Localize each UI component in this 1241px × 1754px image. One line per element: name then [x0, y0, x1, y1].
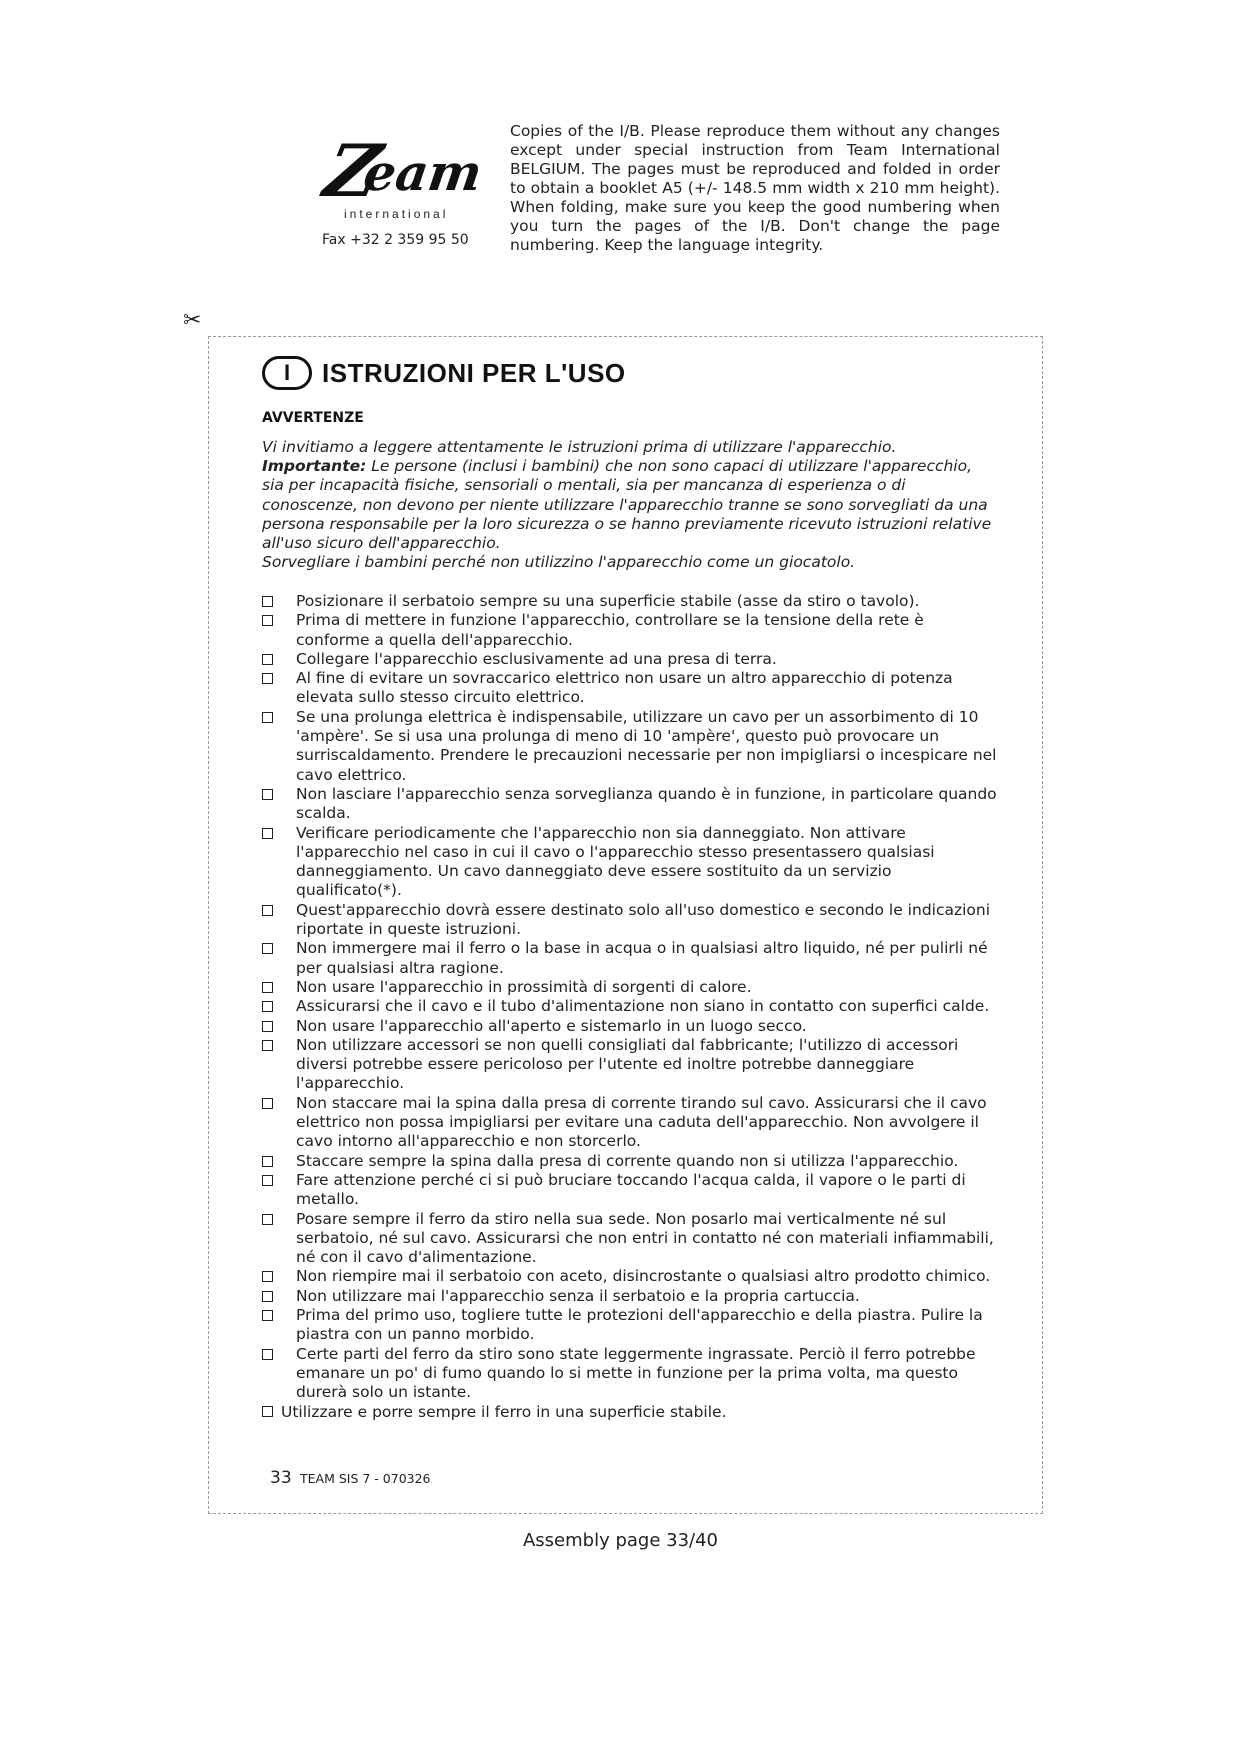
page-title-row: [262, 356, 626, 390]
list-item: Non utilizzare mai l'apparecchio senza il serbatoio e la propria cartuccia.: [262, 1287, 1002, 1306]
checkbox-icon: [262, 1291, 273, 1302]
checkbox-icon: [262, 596, 273, 607]
list-item: Fare attenzione perché ci si può bruciare toccando l'acqua calda, il vapore o le parti di metallo.: [262, 1171, 1002, 1210]
list-item: Non immergere mai il ferro o la base in acqua o in qualsiasi altro liquido, né per pulirli né per qualsiasi altra ragione.: [262, 939, 1002, 978]
checkbox-icon: [262, 1271, 273, 1282]
list-item: Non utilizzare accessori se non quelli consigliati dal fabbricante; l'utilizzo di accessori diversi potrebbe essere pericoloso per l'utente ed inoltre potrebbe danneggiare l'apparecchio.: [262, 1036, 1002, 1094]
list-item: Verificare periodicamente che l'apparecchio non sia danneggiato. Non attivare l'apparecchio nel caso in cui il cavo o l'apparecchio stesso presentassero qualsiasi danneggiamento. Un cavo danneggiato deve essere sostituito da un servizio qualificato(*).: [262, 824, 1002, 901]
intro-important: [262, 457, 992, 553]
checkbox-icon: [262, 905, 273, 916]
checkbox-icon: [262, 982, 273, 993]
list-item: Non riempire mai il serbatoio con aceto, disincrostante o qualsiasi altro prodotto chimico.: [262, 1267, 1002, 1286]
checkbox-icon: [262, 1040, 273, 1051]
checkbox-icon: [262, 1098, 273, 1109]
checkbox-icon: [262, 673, 273, 684]
list-item: Quest'apparecchio dovrà essere destinato solo all'uso domestico e secondo le indicazioni riportate in queste istruzioni.: [262, 901, 1002, 940]
team-international-logo: [317, 118, 486, 228]
list-item: Certe parti del ferro da stiro sono state leggermente ingrassate. Perciò il ferro potrebbe emanare un po' di fumo quando lo si mette in funzione per la prima volta, ma questo durerà solo un istante.: [262, 1345, 1002, 1403]
intro-line-1: Vi invitiamo a leggere attentamente le istruzioni prima di utilizzare l'apparecchio.: [262, 438, 897, 456]
checkbox-icon: [262, 943, 273, 954]
list-item: Collegare l'apparecchio esclusivamente ad una presa di terra.: [262, 650, 1002, 669]
list-item: Se una prolunga elettrica è indispensabile, utilizzare un cavo per un assorbimento di 10 'ampère'. Se si usa una prolunga di meno di 10 'ampère', questo può provocare un surriscaldamento. Prendere le precauzioni necessarie per non impigliarsi o incespicare nel cavo elettrico.: [262, 708, 1002, 785]
checkbox-icon: [262, 1214, 273, 1225]
checkbox-icon: [262, 1406, 273, 1417]
reproduction-instructions: Copies of the I/B. Please reproduce them without any changes except under special instruction from Team International BELGIUM. The pages must be reproduced and folded in order to obtain a booklet A5 (+/- 148.5 mm width x 210 mm height). When folding, make sure you keep the good numbering when you turn the pages of the I/B. Don't change the page numbering. Keep the language integrity.: [510, 122, 1000, 254]
checkbox-icon: [262, 1349, 273, 1360]
svg-text:international: international: [344, 207, 449, 221]
list-item: Al fine di evitare un sovraccarico elettrico non usare un altro apparecchio di potenza elevata sullo stesso circuito elettrico.: [262, 669, 1002, 708]
list-item: Non staccare mai la spina dalla presa di corrente tirando sul cavo. Assicurarsi che il cavo elettrico non possa impigliarsi per evitare una caduta dell'apparecchio. Non avvolgere il cavo intorno all'apparecchio e non storcerlo.: [262, 1094, 1002, 1152]
checkbox-icon: [262, 828, 273, 839]
page-title: ISTRUZIONI PER L'USO: [322, 357, 626, 388]
list-item: Prima del primo uso, togliere tutte le protezioni dell'apparecchio e della piastra. Pulire la piastra con un panno morbido.: [262, 1306, 1002, 1345]
svg-text:Z: Z: [317, 129, 389, 214]
important-text: Le persone (inclusi i bambini) che non sono capaci di utilizzare l'apparecchio, sia per incapacità fisiche, sensoriali o mentali, sia per mancanza di esperienza o di conoscenze, non devono per niente utilizzare l'apparecchio tranne se sono sorvegliati da una persona responsabile per la loro sicurezza o se hanno previamente ricevuto istruzioni relative all'uso sicuro dell'apparecchio.: [262, 457, 992, 553]
section-heading: AVVERTENZE: [262, 410, 364, 426]
language-badge: I: [262, 356, 312, 390]
scissors-icon: ✂: [183, 308, 202, 333]
list-item: Posizionare il serbatoio sempre su una superficie stabile (asse da stiro o tavolo).: [262, 592, 1002, 611]
svg-text:eam: eam: [360, 143, 486, 202]
checkbox-icon: [262, 1175, 273, 1186]
list-item-last: Utilizzare e porre sempre il ferro in una superficie stabile.: [262, 1403, 727, 1421]
checkbox-icon: [262, 789, 273, 800]
assembly-page-label: Assembly page 33/40: [522, 1530, 719, 1551]
checkbox-icon: [262, 654, 273, 665]
checkbox-icon: [262, 1021, 273, 1032]
model-reference: TEAM SIS 7 - 070326: [300, 1471, 431, 1486]
intro-line-3: Sorvegliare i bambini perché non utilizzino l'apparecchio come un giocatolo.: [262, 553, 856, 572]
list-item: Non usare l'apparecchio all'aperto e sistemarlo in un luogo secco.: [262, 1017, 1002, 1036]
page-number: 33: [270, 1468, 292, 1488]
important-label: Importante:: [262, 457, 367, 476]
fax-number: Fax +32 2 359 95 50: [322, 232, 469, 248]
list-item: Posare sempre il ferro da stiro nella sua sede. Non posarlo mai verticalmente né sul serbatoio, né sul cavo. Assicurarsi che non entri in contatto né con materiali infiammabili, né con il cavo d'alimentazione.: [262, 1210, 1002, 1268]
checkbox-icon: [262, 1001, 273, 1012]
checkbox-icon: [262, 615, 273, 626]
list-item: Non lasciare l'apparecchio senza sorveglianza quando è in funzione, in particolare quando scalda.: [262, 785, 1002, 824]
checkbox-icon: [262, 1310, 273, 1321]
checkbox-icon: [262, 712, 273, 723]
list-item: Non usare l'apparecchio in prossimità di sorgenti di calore.: [262, 978, 1002, 997]
checkbox-icon: [262, 1156, 273, 1167]
list-item: Assicurarsi che il cavo e il tubo d'alimentazione non siano in contatto con superfici calde.: [262, 997, 1002, 1016]
list-item: Prima di mettere in funzione l'apparecchio, controllare se la tensione della rete è conforme a quella dell'apparecchio.: [262, 611, 1002, 650]
list-item: Staccare sempre la spina dalla presa di corrente quando non si utilizza l'apparecchio.: [262, 1152, 1002, 1171]
intro-text: [262, 438, 992, 572]
warnings-list: [262, 592, 1002, 1402]
